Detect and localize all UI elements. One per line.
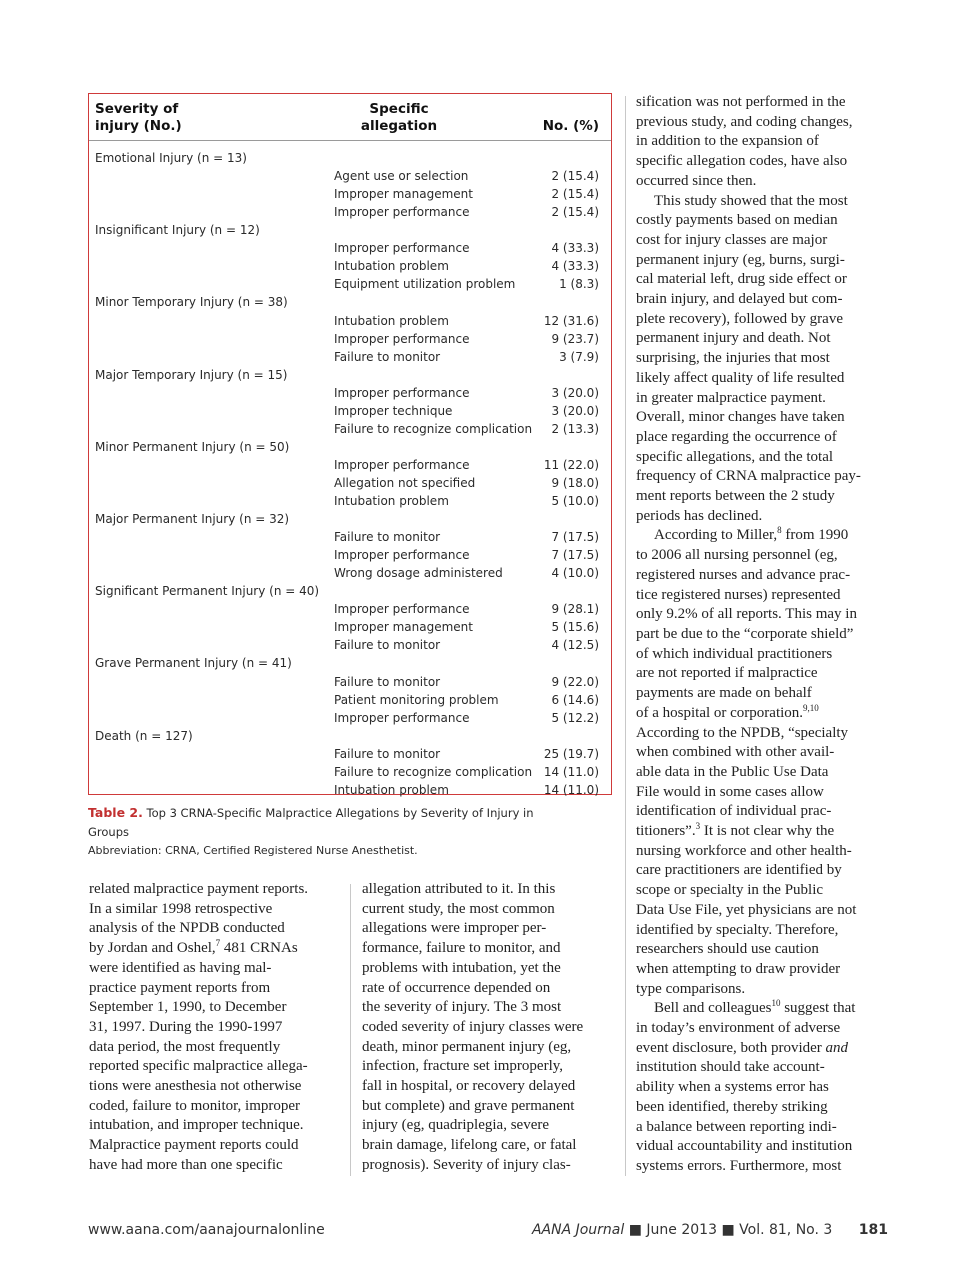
count-percent-cell: 4 (10.0) — [551, 566, 599, 581]
text-line: in today’s environment of adverse — [636, 1020, 841, 1037]
text-line: 31, 1997. During the 1990-1997 — [89, 1018, 283, 1035]
text-line: death, minor permanent injury (eg, — [362, 1038, 572, 1055]
text-line: ment reports between the 2 study — [636, 488, 835, 505]
text-line: According to Miller,$^8$ from 1990 — [654, 525, 849, 544]
text-line: vidual accountability and institution — [636, 1138, 853, 1155]
text-line: Overall, minor changes have taken — [636, 409, 845, 426]
text-line: reported specific malpractice allega- — [89, 1058, 308, 1075]
citation-superscript: 9,10 — [803, 702, 819, 713]
severity-group-label: Minor Permanent Injury (n = 50) — [95, 439, 290, 454]
text-line: part be due to the “corporate shield” — [636, 625, 854, 642]
header-rule — [89, 140, 611, 141]
text-line: infection, fracture set improperly, — [362, 1058, 564, 1075]
text-line: Malpractice payment reports could — [89, 1137, 299, 1154]
text-line: rate of occurrence depended on — [362, 979, 551, 996]
text-line: September 1, 1990, to December — [89, 999, 287, 1016]
text-line: sification was not performed in the — [636, 94, 846, 110]
text-line: were identified as having mal- — [89, 959, 272, 976]
text-line: in greater malpractice payment. — [636, 389, 826, 406]
count-percent-cell: 2 (15.4) — [551, 187, 599, 202]
allegation-cell: Failure to monitor — [334, 746, 441, 761]
table-2 — [88, 93, 612, 795]
footer-date: June 2013 — [646, 1222, 717, 1238]
text-line: periods has declined. — [636, 507, 763, 524]
allegation-cell: Intubation problem — [334, 313, 449, 328]
count-percent-cell: 5 (12.2) — [551, 710, 599, 725]
count-percent-cell: 4 (12.5) — [551, 638, 599, 653]
severity-group-label: Emotional Injury (n = 13) — [95, 151, 247, 165]
text-line: previous study, and coding changes, — [636, 113, 853, 130]
allegation-cell: Improper performance — [334, 241, 470, 256]
text-line: tice registered nurses) represented — [636, 586, 841, 603]
footer-citation — [532, 1222, 888, 1238]
allegation-cell: Agent use or selection — [334, 169, 469, 183]
text-line: occurred since then. — [636, 172, 757, 189]
count-percent-cell: 4 (33.3) — [551, 259, 599, 274]
text-line: able data in the Public Use Data — [636, 763, 829, 780]
text-column-left — [89, 880, 308, 1176]
text-line: allegations were improper per- — [362, 920, 547, 937]
count-percent-cell: 3 (7.9) — [559, 349, 599, 364]
count-percent-cell: 5 (10.0) — [551, 494, 599, 508]
count-percent-cell: 2 (13.3) — [551, 421, 599, 436]
text-line: nursing workforce and other health- — [636, 842, 852, 859]
allegation-cell: Intubation problem — [334, 782, 449, 797]
severity-group-label: Death (n = 127) — [95, 728, 193, 743]
severity-group-label: Major Permanent Injury (n = 32) — [95, 512, 290, 526]
text-line: ability when a systems error has — [636, 1079, 829, 1096]
text-line: scope or specialty in the Public — [636, 882, 824, 899]
text-line: researchers should use caution — [636, 941, 819, 958]
text-line: identified by specialty. Therefore, — [636, 921, 839, 938]
allegation-cell: Patient monitoring problem — [334, 692, 499, 707]
text-line: brain injury, and delayed but com- — [636, 291, 843, 308]
text-line: tions were anesthesia not otherwise — [89, 1078, 302, 1095]
text-line: the severity of injury. The 3 most — [362, 999, 562, 1016]
text-line: problems with intubation, yet the — [362, 959, 561, 976]
text-line: when attempting to draw provider — [636, 960, 841, 977]
allegation-cell: Failure to monitor — [334, 674, 441, 689]
allegation-cell: Intubation problem — [334, 259, 449, 274]
severity-group-label: Major Temporary Injury (n = 15) — [95, 367, 288, 382]
count-percent-cell: 9 (23.7) — [551, 331, 599, 346]
allegation-cell: Improper performance — [334, 331, 470, 346]
count-percent-cell: 2 (15.4) — [551, 205, 599, 220]
text-line: permanent injury and death. Not — [636, 330, 831, 347]
text-line: cost for injury classes are major — [636, 231, 828, 248]
footer-page-number: 181 — [858, 1222, 888, 1238]
caption-title-line2: Groups — [88, 825, 130, 839]
text-line: surprising, the injuries that most — [636, 350, 830, 367]
count-percent-cell: 9 (22.0) — [551, 674, 599, 689]
text-line: of which individual practitioners — [636, 645, 833, 662]
text-line: titioners”.$^3$ It is not clear why the — [636, 821, 835, 840]
caption-label: Table 2. — [88, 805, 143, 820]
text-line: only 9.2% of all reports. This may in — [636, 606, 857, 623]
text-line: event disclosure, both provider and — [636, 1039, 849, 1056]
text-line: data period, the most frequently — [89, 1038, 281, 1055]
text-line: costly payments based on median — [636, 212, 838, 229]
caption-title — [88, 803, 612, 823]
text-line: In a similar 1998 retrospective — [89, 900, 273, 917]
text-line: frequency of CRNA malpractice pay- — [636, 468, 861, 485]
text-line: This study showed that the most — [654, 192, 848, 209]
allegation-cell: Failure to monitor — [334, 530, 441, 545]
allegation-cell: Improper performance — [334, 385, 470, 400]
text-line: when combined with other avail- — [636, 744, 835, 761]
allegation-cell: Improper technique — [334, 403, 453, 418]
text-line: cal material left, drug side effect or — [636, 271, 847, 288]
text-line: coded, failure to monitor, improper — [89, 1097, 301, 1114]
count-percent-cell: 4 (33.3) — [551, 241, 599, 256]
text-line: institution should take account- — [636, 1059, 825, 1076]
allegation-cell: Failure to recognize complication — [334, 421, 533, 436]
caption-abbreviation: Abbreviation: CRNA, Certified Registered Nurse Anesthetist. — [88, 844, 418, 857]
text-line: specific allegations, and the total — [636, 448, 834, 465]
allegation-cell: Improper performance — [334, 548, 470, 563]
text-line: have had more than one specific — [89, 1156, 283, 1173]
table-caption — [88, 803, 612, 859]
severity-group-label: Significant Permanent Injury (n = 40) — [95, 584, 320, 599]
text-line: to 2006 all nursing personnel (eg, — [636, 547, 838, 564]
count-percent-cell: 6 (14.6) — [551, 692, 599, 707]
text-line: are not reported if malpractice — [636, 665, 818, 682]
severity-group-label: Minor Temporary Injury (n = 38) — [95, 295, 288, 310]
text-line: permanent injury (eg, burns, surgi- — [636, 251, 845, 268]
count-percent-cell: 14 (11.0) — [543, 782, 599, 797]
footer-separator: ■ — [721, 1222, 735, 1238]
severity-group-label: Insignificant Injury (n = 12) — [95, 223, 260, 238]
count-percent-cell: 9 (18.0) — [551, 475, 599, 490]
text-line: intubation, and improper technique. — [89, 1117, 304, 1134]
text-column-right — [636, 93, 861, 1177]
count-percent-cell: 7 (17.5) — [551, 530, 599, 545]
count-percent-cell: 9 (28.1) — [551, 602, 599, 617]
text-line: been identified, thereby striking — [636, 1098, 828, 1115]
text-line: by Jordan and Oshel,$^7$ 481 CRNAs — [89, 938, 298, 957]
caption-title-line1: Top 3 CRNA-Specific Malpractice Allegations by Severity of Injury in — [146, 806, 534, 820]
text-line: specific allegation codes, have also — [636, 153, 848, 170]
allegation-cell: Equipment utilization problem — [334, 277, 516, 292]
text-line: brain damage, lifelong care, or fatal — [362, 1137, 577, 1154]
text-line: fall in hospital, or recovery delayed — [362, 1078, 576, 1095]
allegation-cell: Improper performance — [334, 710, 470, 725]
allegation-cell: Improper performance — [334, 205, 470, 220]
citation-superscript: 3 — [695, 821, 701, 832]
text-line: formance, failure to monitor, and — [362, 940, 561, 957]
count-percent-cell: 1 (8.3) — [559, 277, 599, 292]
count-percent-cell: 5 (15.6) — [551, 620, 599, 635]
allegation-cell: Failure to recognize complication — [334, 764, 533, 779]
footer-volume: Vol. 81, No. 3 — [739, 1222, 833, 1238]
count-percent-cell: 12 (31.6) — [543, 313, 599, 328]
text-line: Data Use File, yet physicians are not — [636, 901, 857, 918]
text-line: in addition to the expansion of — [636, 133, 819, 150]
text-line: of a hospital or corporation.$^{9,10}$ — [636, 702, 819, 721]
text-line: but complete) and grave permanent — [362, 1097, 575, 1114]
count-percent-cell: 7 (17.5) — [551, 548, 599, 563]
count-percent-cell: 2 (15.4) — [551, 169, 599, 183]
text-line: coded severity of injury classes were — [362, 1018, 584, 1035]
allegation-cell: Improper management — [334, 620, 473, 635]
footer-journal: AANA Journal — [531, 1222, 625, 1238]
header-number: No. (%) — [542, 118, 599, 134]
text-line: systems errors. Furthermore, most — [636, 1157, 842, 1174]
text-line: practice payment reports from — [89, 979, 271, 996]
text-line: current study, the most common — [362, 900, 555, 917]
citation-superscript: 10 — [771, 998, 781, 1009]
text-line: prognosis). Severity of injury clas- — [362, 1156, 571, 1173]
allegation-cell: Intubation problem — [334, 494, 449, 508]
text-line: registered nurses and advance prac- — [636, 566, 851, 583]
count-percent-cell: 11 (22.0) — [543, 457, 599, 472]
count-percent-cell: 3 (20.0) — [551, 403, 599, 418]
text-line: identification of individual prac- — [636, 803, 832, 820]
text-line: place regarding the occurrence of — [636, 428, 837, 445]
text-line: type comparisons. — [636, 980, 746, 997]
emphasis: and — [825, 1039, 849, 1056]
allegation-cell: Wrong dosage administered — [334, 566, 503, 581]
allegation-cell: Failure to monitor — [334, 638, 441, 653]
text-line: payments are made on behalf — [636, 685, 812, 702]
text-column-middle — [362, 880, 583, 1176]
column-divider — [350, 884, 351, 1176]
count-percent-cell: 14 (11.0) — [543, 764, 599, 779]
text-line: care practitioners are identified by — [636, 862, 842, 879]
allegation-cell: Failure to monitor — [334, 349, 441, 364]
severity-group-label: Grave Permanent Injury (n = 41) — [95, 656, 292, 671]
text-line: likely affect quality of life resulted — [636, 369, 845, 386]
header-allegation: Specific allegation — [360, 101, 438, 134]
count-percent-cell: 3 (20.0) — [551, 385, 599, 400]
text-line: Bell and colleagues$^{10}$ suggest that — [654, 998, 856, 1017]
text-line: allegation attributed to it. In this — [362, 881, 556, 897]
text-line: related malpractice payment reports. — [89, 881, 309, 897]
text-line: According to the NPDB, “specialty — [636, 724, 849, 741]
count-percent-cell: 25 (19.7) — [543, 746, 599, 761]
citation-superscript: 7 — [215, 938, 221, 949]
header-severity: Severity of injury (No.) — [95, 101, 182, 134]
allegation-cell: Improper performance — [334, 457, 470, 472]
allegation-cell: Allegation not specified — [334, 475, 476, 490]
text-line: injury (eg, quadriplegia, severe — [362, 1117, 550, 1134]
footer-url: www.aana.com/aanajournalonline — [88, 1222, 325, 1238]
column-divider — [625, 96, 626, 1176]
allegation-cell: Improper management — [334, 187, 473, 202]
allegation-cell: Improper performance — [334, 602, 470, 617]
footer-separator: ■ — [628, 1222, 642, 1238]
text-line: plete recovery), followed by grave — [636, 310, 843, 327]
citation-superscript: 8 — [777, 525, 782, 536]
text-line: File would in some cases allow — [636, 783, 824, 800]
text-line: a balance between reporting indi- — [636, 1118, 837, 1135]
text-line: analysis of the NPDB conducted — [89, 920, 285, 937]
